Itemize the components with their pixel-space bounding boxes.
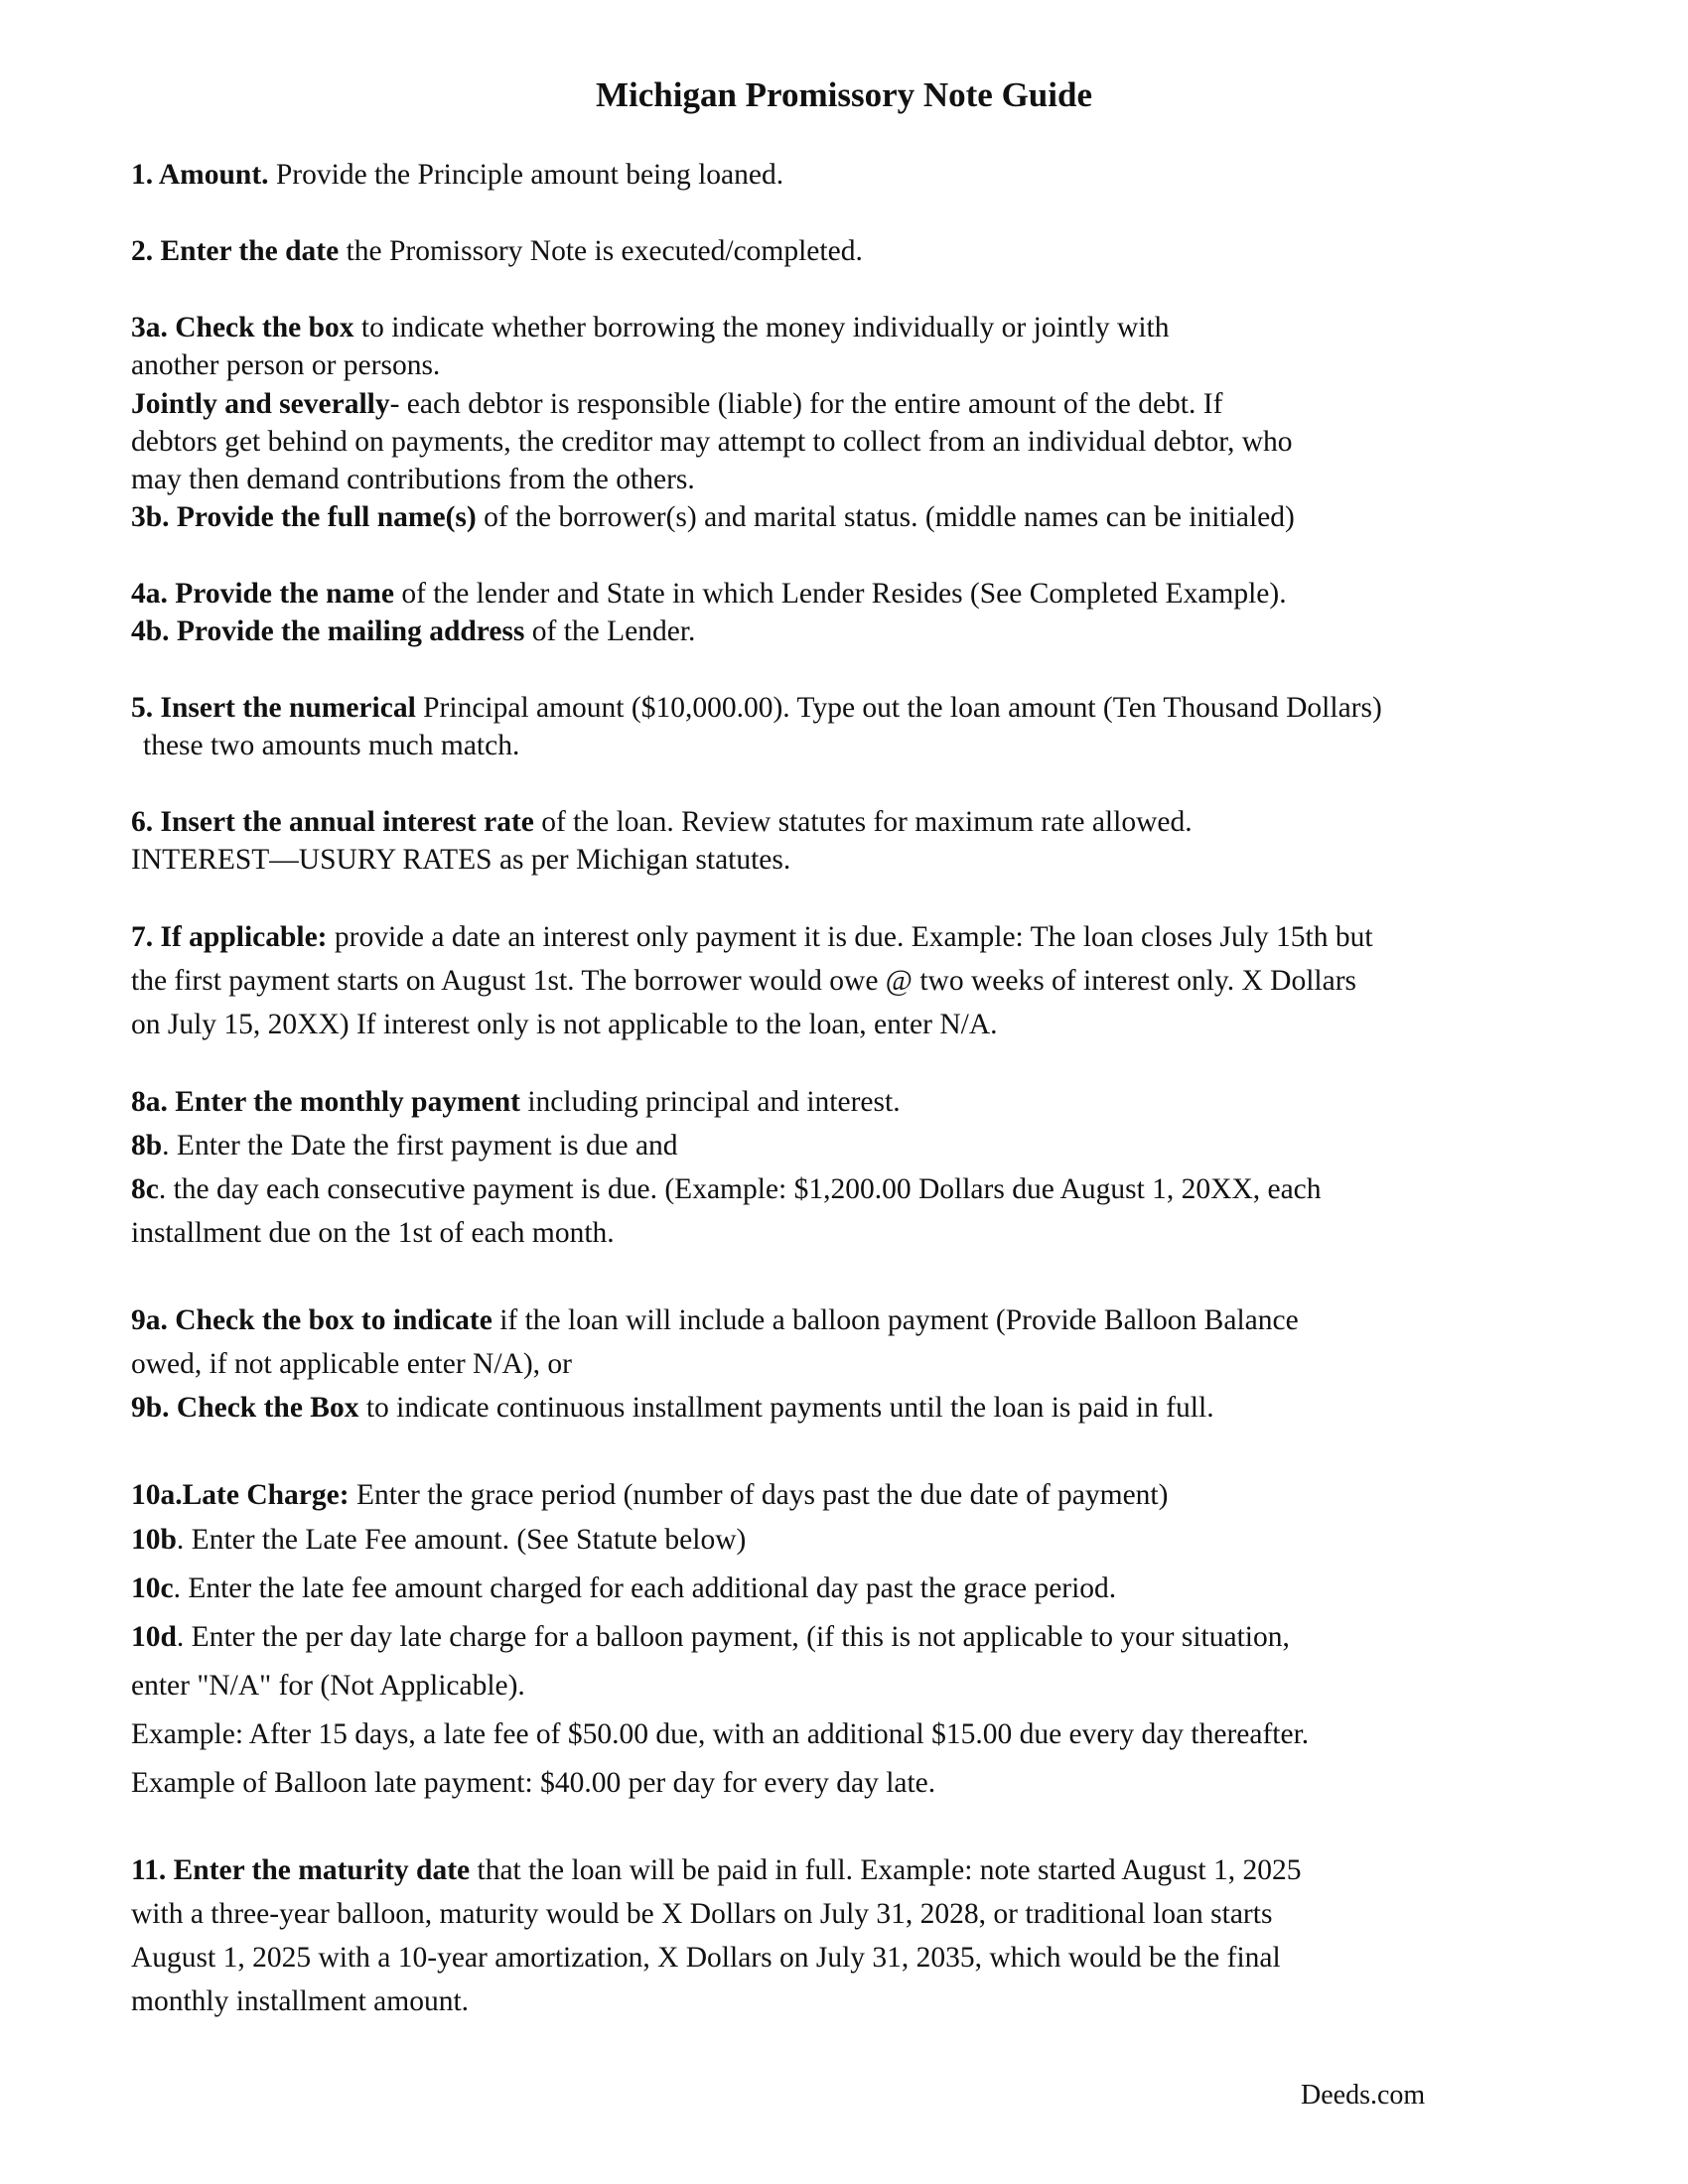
guide-line: 9a. Check the box to indicate if the loan will include a balloon payment (Provide Balloon Balance [131, 1304, 1299, 1336]
guide-line: 6. Insert the annual interest rate of the loan. Review statutes for maximum rate allowed. [131, 806, 1193, 838]
guide-line: 10c. Enter the late fee amount charged for each additional day past the grace period. [131, 1572, 1117, 1604]
guide-line: 3b. Provide the full name(s) of the borrower(s) and marital status. (middle names can be initialed) [131, 501, 1295, 533]
guide-line: 8b. Enter the Date the first payment is due and [131, 1130, 678, 1161]
guide-line: 4b. Provide the mailing address of the Lender. [131, 615, 696, 647]
footer-brand: Deeds.com [1301, 2080, 1426, 2111]
guide-line: 10a.Late Charge: Enter the grace period (number of days past the due date of payment) [131, 1479, 1169, 1511]
guide-line: the first payment starts on August 1st. The borrower would owe @ two weeks of interest only. X Dollars [131, 965, 1357, 997]
guide-line: 3a. Check the box to indicate whether borrowing the money individually or jointly with [131, 312, 1170, 343]
guide-line: these two amounts much match. [143, 730, 520, 761]
guide-line: Example of Balloon late payment: $40.00 per day for every day late. [131, 1767, 936, 1799]
guide-line: 2. Enter the date the Promissory Note is executed/completed. [131, 235, 863, 267]
guide-line: owed, if not applicable enter N/A), or [131, 1348, 572, 1380]
guide-line: 10d. Enter the per day late charge for a balloon payment, (if this is not applicable to your situation, [131, 1621, 1290, 1653]
guide-line: debtors get behind on payments, the creditor may attempt to collect from an individual debtor, who [131, 426, 1293, 458]
guide-line: 8a. Enter the monthly payment including principal and interest. [131, 1086, 901, 1118]
page-title: Michigan Promissory Note Guide [595, 75, 1092, 114]
guide-line: August 1, 2025 with a 10-year amortization, X Dollars on July 31, 2035, which would be the final [131, 1942, 1281, 1974]
guide-line: 7. If applicable: provide a date an interest only payment it is due. Example: The loan closes July 15th but [131, 921, 1373, 953]
guide-line: 4a. Provide the name of the lender and State in which Lender Resides (See Completed Example). [131, 578, 1287, 610]
guide-line: monthly installment amount. [131, 1985, 470, 2017]
guide-line: 11. Enter the maturity date that the loan will be paid in full. Example: note started August 1, 2025 [131, 1854, 1302, 1886]
guide-line: 1. Amount. Provide the Principle amount being loaned. [131, 159, 784, 191]
guide-line: 5. Insert the numerical Principal amount ($10,000.00). Type out the loan amount (Ten Thousand Dollars) [131, 692, 1382, 724]
guide-line: 9b. Check the Box to indicate continuous installment payments until the loan is paid in full. [131, 1392, 1214, 1424]
guide-line: may then demand contributions from the others. [131, 464, 695, 495]
guide-line: with a three-year balloon, maturity would be X Dollars on July 31, 2028, or traditional loan starts [131, 1898, 1273, 1930]
guide-line: 8c. the day each consecutive payment is due. (Example: $1,200.00 Dollars due August 1, 20XX, each [131, 1173, 1322, 1205]
guide-line: another person or persons. [131, 349, 441, 381]
guide-line: 10b. Enter the Late Fee amount. (See Statute below) [131, 1524, 747, 1556]
guide-line: installment due on the 1st of each month. [131, 1217, 615, 1249]
guide-line: enter "N/A" for (Not Applicable). [131, 1670, 525, 1702]
guide-line: INTEREST—USURY RATES as per Michigan statutes. [131, 844, 791, 876]
guide-line: on July 15, 20XX) If interest only is not applicable to the loan, enter N/A. [131, 1009, 998, 1040]
guide-line: Example: After 15 days, a late fee of $50.00 due, with an additional $15.00 due every day thereafter. [131, 1718, 1310, 1750]
guide-line: Jointly and severally- each debtor is responsible (liable) for the entire amount of the debt. If [131, 388, 1223, 420]
